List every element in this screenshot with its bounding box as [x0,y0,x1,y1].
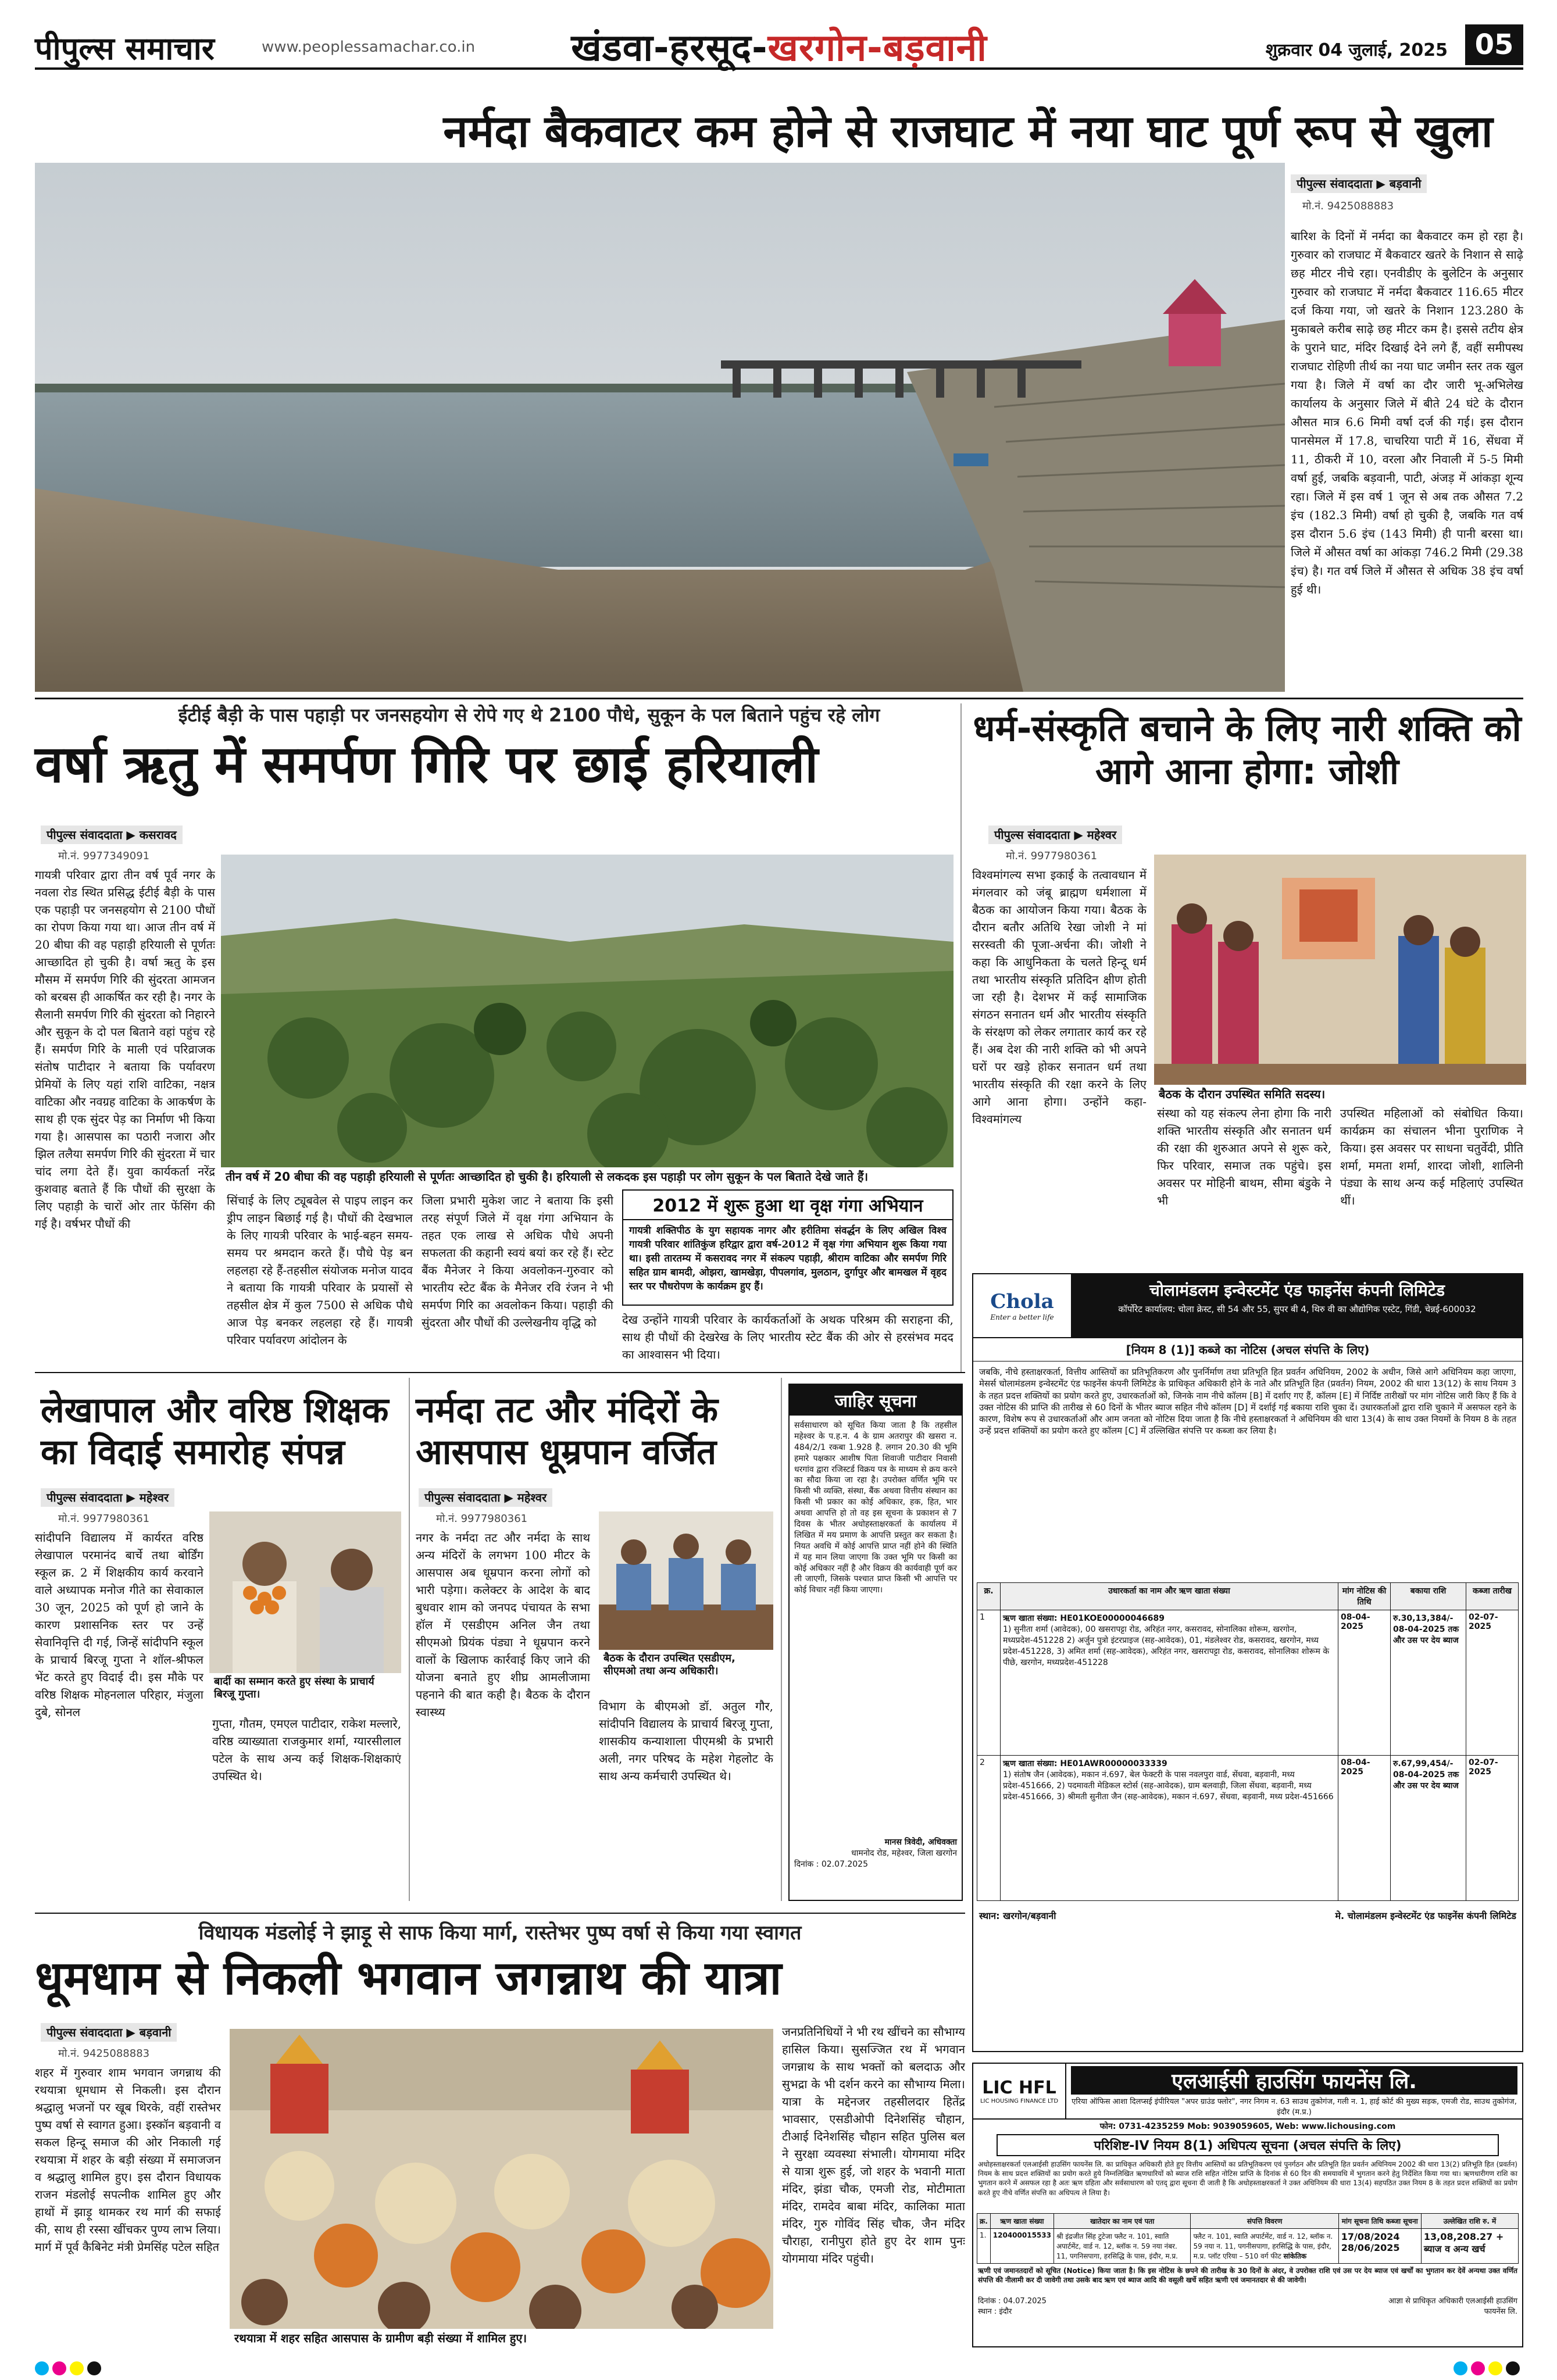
lic-sign: आज्ञा से प्राधिकृत अधिकारी एलआईसी हाउसिंग फायनेंस लि. [1388,2297,1517,2316]
green-hill-photo [221,855,954,1168]
lead-byline: पीपुल्स संवाददाता ▶ बड़वानी [1291,174,1427,193]
narmada-tat-photo [599,1511,773,1651]
registration-mark [1471,2361,1485,2375]
vidhayak-banner: विधायक मंडलोई ने झाड़ू से साफ किया मार्ग, रास्तेभर पुष्प वर्षा से किया गया स्वागत [198,1921,802,1945]
lic-date: दिनांक : 04.07.2025 [978,2297,1047,2306]
lic-th-no: क्र. [977,2214,991,2229]
page-header [35,17,1523,70]
lic-footer: ऋणी एवं जमानतदारों को सूचित (Notice) किया जाता है। कि इस नोटिस के छपने की तारीख के 30 दिनों के अंदर, वे उपरोक्त राशि एवं उस पर देय ब्याज एवं खर्चों का भुगतान कर देवें अन्यथा उक्त वर्णित संपत्ति की नीलामी कर दी जावेगी तथा उसके बाद ऋण एवं ब्याज आदि की वसूली खर्चे सहित ऋणी एवं जमानतदार से की जावेगी। [978,2267,1517,2285]
chola-place: स्थान: खरगोन/बड़वानी [979,1910,1056,1921]
lead-headline: नर्मदा बैकवाटर कम होने से राजघाट में नया घाट पूर्ण रूप से खुला [443,105,1493,157]
chola-row-loan: ऋण खाता संख्या: HE01AWR00000033339 [1003,1759,1167,1768]
lead-body: बारिश के दिनों में नर्मदा का बैकवाटर कम हो रहा है। गुरुवार को राजघाट में बैकवाटर खतरे के निशान से साढ़े छह मीटर नीचे रहा। एनवीडीए के बुलेटिन के अनुसार गुरुवार को राजघाट में नर्मदा बैकवाटर 116.65 मीटर दर्ज किया गया, जो खतरे के निशान 123.280 के मुकाबले करीब साढ़े छह मीटर कम है। इससे तटीय क्षेत्र के पुराने घाट, मंदिर दिखाई देने लगे हैं, वहीं समीपस्थ राजघाट रोहिणी तीर्थ का नया घाट जमीन स्तर तक खुल गया है। जिले में वर्षा का दौर जारी भू-अभिलेख कार्यालय के अनुसार जिले में बीते 24 घंटे के दौरान औसत मात्र 6.6 मिमी वर्षा दर्ज की गई। इस दौरान पानसेमल में 17.8, चाचरिया पाटी में 16, सेंधवा में 11, ठीकरी में 10, वरला और निवाली में 5-5 मिमी वर्षा हुई, जबकि बड़वानी, पाटी, अंजड़ में आंकड़ा शून्य रहा। जिले में इस वर्ष 1 जून से अब तक औसत 7.2 इंच (182.3 मिमी) वर्षा हो चुकी है, जबकि गत वर्ष इस दौरान 5.6 इंच (143 मिमी) ही पानी बरसा था। जिले में औसत वर्षा का आंकड़ा 746.2 मिमी (29.38 इंच) है। गत वर्ष जिले में औसत से अधिक 38 इंच वर्षा हुई थी। [1291,229,1523,596]
chola-th-amount: बकाया राशि [1391,1583,1466,1610]
narmada-tat-headline: नर्मदा तट और मंदिरों के आसपास धूम्रपान वर्जित [416,1390,718,1473]
jahir-title: जाहिर सूचना [790,1385,962,1416]
lic-title: एलआईसी हाउसिंग फायनेंस लि. [1071,2066,1517,2095]
chola-row-demand: 08-04-2025 [1338,1610,1391,1756]
lic-th-dates: मांग सूचना तिथि कब्जा सूचना [1338,2214,1421,2229]
chola-logo [973,1274,1072,1337]
jagannath-photo [230,2029,773,2331]
lic-row-dates: 17/08/2024 28/06/2025 [1338,2229,1421,2264]
samarpan-byline: पीपुल्स संवाददाता ▶ कसरावद [41,826,183,844]
chola-row-possession: 02-07-2025 [1466,1756,1519,1901]
narmada-tat-col1: नगर के नर्मदा तट और नर्मदा के साथ अन्य मंदिरों के लगभग 100 मीटर के आसपास अब धूम्रपान करना लोगों को भारी पड़ेगा। कलेक्टर के आदेश के बाद बुधवार शाम को जनपद पंचायत के सभा हॉल में एसडीएम अनिल जैन तथा सीएमओ प्रियंक पंड्या ने धूम्रपान करने वालों के खिलाफ कार्रवाई किए जाने की योजना बनाते हुए शीघ्र आमलीजामा पहनाने की बात कही है। बैठक के दौरान स्वास्थ्य [416,1531,590,1719]
chola-notice-body: जबकि, नीचे हस्ताक्षरकर्ता, वित्तीय आस्तियों का प्रतिभूतिकरण और पुनर्निर्माण तथा प्रतिभूति हित प्रवर्तन अधिनियम, 2002 के अधीन, जिसे आगे अधिनियम कहा जाएगा, मेसर्स चोलामंडलम इन्वेस्टमेंट एंड फाइनेंस कंपनी लिमिटेड के प्राधिकृत अधिकारी होने के नाते और प्रतिभूति हित (प्रवर्तन) नियम, 2002 की धारा 13(12) के साथ नियम 3 के तहत प्रदत्त शक्तियों का प्रयोग करते हुए, उधारकर्ताओं को, जिनके नाम नीचे कॉलम [B] में दर्शाए गए हैं, कॉलम [E] में निर्दिष्ट तारीखों पर मांग नोटिस जारी किए हैं कि वे उक्त नोटिस की प्राप्ति की तारीख से 60 दिनों के भीतर ब्याज सहित नीचे कॉलम [D] में दर्शाई गई बकाया राशि चुका दें। उधारकर्ताओं द्वारा राशि चुकाने में असफल रहने के कारण, विशेष रूप से उधारकर्ताओं और आम जनता को नोटिस दिया जाता है कि नीचे हस्ताक्षरकर्ता ने अधिनियम की धारा 13(4) के साथ उक्त नियमों के नियम 8 के तहत उन्हें प्रदत्त शक्तियों का प्रयोग करते हुए कॉलम [C] में उल्लिखित संपत्ति पर कब्जा कर लिया है। [979,1367,1516,1436]
chola-th-possession: कब्जा तारीख [1466,1583,1519,1610]
lic-logo [973,2064,1066,2118]
registration-mark [87,2361,101,2375]
chola-row-amount: रु.67,99,454/- 08-04-2025 तक और उस पर देय ब्याज [1391,1756,1466,1901]
dharm-headline: धर्म-संस्कृति बचाने के लिए नारी शक्ति को आगे आना होगा: जोशी [973,707,1522,793]
lic-th-amount: उल्लेखित राशि रु. में [1421,2214,1518,2229]
page-number: 05 [1465,24,1523,65]
lic-th-account: ऋण खाता संख्या [990,2214,1054,2229]
dharm-col3: उपस्थित महिलाओं को संबोधित किया। कार्यक्रम का संचालन भीना पुराणिक ने किया। इस अवसर पर साधना चतुर्वेदी, प्रीति शर्मा, ममता शर्मा, शारदा जोशी, शालिनी पंड्या के साथ अन्य कई महिलाएं उपस्थित थीं। [1340,1106,1523,1207]
rath-yatra-photo [230,2029,773,2331]
section-title-a: खंडवा-हरसूद- [571,27,768,70]
registration-mark [35,2361,49,2375]
jahir-date: दिनांक : 02.07.2025 [794,1860,868,1869]
divider [35,1913,965,1914]
chola-row-no: 2 [977,1756,1001,1901]
narmada-tat-col2: विभाग के बीएमओ डॉ. अतुल गौर, सांदीपनि विद्यालय के प्राचार्य बिरजू गुप्ता, शासकीय कन्याशाला पीएमश्री के प्रभारी अली, नगर परिषद के महेश गेहलोट के साथ अन्य कर्मचारी उपस्थित थे। [599,1699,773,1783]
samarpan-photo [221,855,954,1168]
chola-company: चोलामंडलम इन्वेस्टमेंट एंड फाइनेंस कंपनी लिमिटेड [1149,1281,1445,1300]
chola-row-possession: 02-07-2025 [1466,1610,1519,1756]
chola-address: कॉर्पोरेट कार्यालय: चोला क्रेस्ट, सी 54 और 55, सुपर बी 4, थिरु वी का औद्योगिक एस्टेट, गिंडी, चेन्नई-600032 [1118,1304,1476,1314]
lekhapal-caption: बार्दी का सम्मान करते हुए संस्था के प्राचार्य बिरजू गुप्ता। [209,1673,401,1703]
lic-table [977,2213,1519,2264]
lekhapal-col2: गुप्ता, गौतम, एमएल पाटीदार, राकेश मल्लारे, वरिष्ठ व्याख्याता राजकुमार शर्मा, ग्यारसीलाल पटेल के साथ अन्य कई शिक्षक-शिक्षकाएं उपस्थित थे। [212,1717,401,1783]
chola-signoff: मे. चोलामंडलम इन्वेस्टमेंट एंड फाइनेंस कंपनी लिमिटेड [1335,1910,1516,1921]
chola-tagline: Enter a better life [990,1313,1054,1321]
divider [35,698,1523,699]
jagannath-byline: पीपुल्स संवाददाता ▶ बड़वानी [41,2023,177,2042]
jahir-name: मानस त्रिवेदी, अधिवक्ता [884,1838,957,1847]
issue-date: शुक्रवार 04 जुलाई, 2025 [1265,40,1448,60]
samarpan-headline: वर्षा ऋतु में समर्पण गिरि पर छाई हरियाली [35,734,819,794]
lic-phone: फोन: 0731-4235259 Mob: 9039059605, Web: www.lichousing.com [1099,2122,1396,2131]
dharm-photo [1154,855,1526,1087]
river-ghat-photo [35,163,1285,692]
chola-row-names: 1) सुनीता शर्मा (आवेदक), 00 खसरापट्टा रोड, अरिहंत नगर, कसरावद, सोनालिका शोरूम, खरगोन, मध्यप्रदेश-451228 2) अर्जुन पुत्रो इंटरप्राइज (सह-आवेदक), 01, मंडलेश्वर रोड, कसरावद, खरगोन, मध्य प्रदेश-451228, 3) अमित शर्मा (सह-आवेदक), अरिहंत नगर, खसरापट्टा रोड, कसरावद, सोनालिका शोरूम के पीछे, खरगोन, मध्यप्रदेश-451228 [1003,1625,1330,1667]
masthead: पीपुल्स समाचार [35,30,215,67]
table-row [977,1756,1519,1901]
samarpan-col2: सिंचाई के लिए ट्यूबवेल से पाइप लाइन कर ड्रीप लाइन बिछाई गई है। पौधों की देखभाल के लिए गायत्री परिवार के भाई-बहन समय-समय पर श्रमदान करते हैं। पौधे पेड़ बन लहलहा रहे हैं-तहसील संयोजक मनोज यादव ने बताया कि गायत्री परिवार के प्रयासों से तहसील क्षेत्र में कुल 7500 से अधिक पौधे आज पेड़ बनकर लहलहा रहे हैं। गायत्री परिवार पर्यावरण आंदोलन के [227,1193,413,1347]
lic-th-property: संपत्ति विवरण [1191,2214,1338,2229]
chola-row-no: 1 [977,1610,1001,1756]
chola-logo-text: Chola [990,1290,1054,1313]
jagannath-col1: शहर में गुरुवार शाम भगवान जगन्नाथ की रथयात्रा धूमधाम से निकली। इस दौरान श्रद्धालु भजनों पर खूब थिरके, वहीं रास्तेभर पुष्प वर्षा से स्वागत हुआ। इस्कॉन बड़वानी व सकल हिन्दू समाज की ओर निकाली गई रथयात्रा में शहर के बड़ी संख्या में समाजजन व श्रद्धालु शामिल हुए। इस दौरान विधायक राजन मंडलोई सपत्नीक शामिल हुए और हाथों में झाड़ू थामकर रथ मार्ग की सफाई की, साथ ही रस्सा खींचकर पुण्य लाभ लिया। मार्ग में पूर्व कैबिनेट मंत्री प्रेमसिंह पटेल सहित [35,2065,221,2254]
meeting-photo [1154,855,1526,1087]
section-title-b: खरगोन-बड़वानी [767,27,987,70]
narmada-tat-caption: बैठक के दौरान उपस्थित एसडीएम, सीएमओ तथा अन्य अधिकारी। [599,1650,773,1679]
lekhapal-headline: लेखापाल और वरिष्ठ शिक्षक का विदाई समारोह संपन्न [41,1390,389,1473]
divider [35,1372,965,1373]
jagannath-col2: जनप्रतिनिधियों ने भी रथ खींचने का सौभाग्य हासिल किया। सुसज्जित रथ में भगवान जगन्नाथ के साथ भक्तों को बलदाऊ और सुभद्रा के भी दर्शन करने का सौभाग्य मिला। यात्रा के मद्देनजर तहसीलदार हितेंद्र भावसार, एसडीओपी दिनेशसिंह चौहान, टीआई दिनेशसिंह चौहान सहित पुलिस बल ने सुरक्षा व्यवस्था संभाली। योगमाया मंदिर से यात्रा शुरू हुई, जो शहर के भवानी माता मंदिर, झंडा चौक, एमजी रोड, मोटीमाता मंदिर, रामदेव बाबा मंदिर, कालिका माता मंदिर, गुरु गोविंद सिंह चौक, जैन मंदिर चौराहा, रानीपुरा होते हुए देर शाम पुनः योगमाया मंदिर पहुंची। [782,2025,965,2265]
lic-row-property: फ्लैट न. 101, स्वाति अपार्टमेंट, वार्ड न. 12, ब्लॉक न. 59 नया न. 11, पगनीसपागा, हरसिद्धि के पास, इंदौर, म.प्र. प्लॉट एरिया – 510 वर्ग फीट [1193,2232,1333,2260]
chola-table [977,1582,1519,1901]
lic-address: एरिया ऑफिस आशा दिलप्सई इंपीरियल "अपर ग्राउंड फ्लोर", नगर निगम न. 63 साउथ तुकोगंज, गली न. 1, हाई कोर्ट की मुख्य सड़क, एमजी रोड, साउथ तुकोगंज, इंदौर (म.प्र.) [1072,2097,1517,2117]
samarpan-col4: देख उन्होंने गायत्री परिवार के कार्यकर्ताओं के अथक परिश्रम की सराहना की, साथ ही पौधों की देखरेख के लिए भारतीय स्टेट बैंक की ओर से हरसंभव मदद का आश्वासन भी दिया। [622,1313,954,1361]
samarpan-col3: जिला प्रभारी मुकेश जाट ने बताया कि इसी तरह संपूर्ण जिले में वृक्ष गंगा अभियान के तहत एक लाख से अधिक पौधे अपनी सफलता की कहानी स्वयं बयां कर रहे हैं। स्टेट बैंक मैनेजर ने किया अवलोकन-गुरुवार को भारतीय स्टेट बैंक के मैनेजर रवि रंजन ने भी समर्पण गिरि का अवलोकन किया। पहाड़ी की सुंदरता और पौधों की उल्लेखनीय वृद्धि को [422,1193,613,1330]
samarpan-col1: गायत्री परिवार द्वारा तीन वर्ष पूर्व नगर के नवला रोड स्थित प्रसिद्ध ईटीई बैड़ी के पास एक पहाड़ी पर जनसहयोग से 2100 पौधों का रोपण किया गया था। आज तीन वर्ष में 20 बीघा की वह पहाड़ी हरियाली से पूर्णतः आच्छादित हो चुकी है। वर्षा ऋतु के इस मौसम में समर्पण गिरि की सुंदरता आमजन को बरबस ही आकर्षित कर रही है। नगर के सैलानी समर्पण गिरि की सुंदरता को निहारने और सुकून के दो पल बिताने वहां पहुंच रहे हैं। समर्पण गिरि के माली एवं परिव्राजक संतोष पाटीदार ने बताया कि पर्यावरण प्रेमियों के लिए यहां राशि वाटिका, नक्षत्र वाटिका और नवग्रह वाटिका के आकर्षण के साथ ही एक सुंदर पेड़ का निर्माण भी किया गया है। आसपास का पठारी नजारा और झिल तलैया समर्पण गिरि की सुंदरता में चार चांद लगा देते हैं। युवा कार्यकर्ता नरेंद्र कुशवाह बताते हैं कि पौधों की सुरक्षा के लिए पहाड़ी के चारों ओर तार फेंसिंग की गई है। वर्षभर पौधों की [35,868,215,1231]
divider [960,703,962,1372]
jagannath-headline: धूमधाम से निकली भगवान जगन्नाथ की यात्रा [35,1951,782,2005]
dharm-col1: विश्वमांगल्य सभा इकाई के तत्वावधान में मंगलवार को जंबू ब्राह्मण धर्मशाला में बैठक का आयोजन किया गया। बैठक के दौरान बतौर अतिथि रेखा जोशी ने मां सरस्वती की पूजा-अर्चना की। जोशी ने कहा कि आधुनिकता के चलते हिन्दू धर्म तथा भारतीय संस्कृति प्रतिदिन क्षीण होती जा रही है। देशभर में कई सामाजिक संगठन सनातन धर्म और भारतीय संस्कृति के संरक्षण को लेकर लगातार कार्य कर रहे हैं। अब देश की नारी शक्ति को भी अपने घरों पर खड़े होकर सनातन धर्म तथा भारतीय संस्कृति की रक्षा करने के लिए आगे आना होगा। उन्होंने कहा- विश्वमांगल्य [972,868,1147,1126]
lic-row-name: श्री इंद्रजीत सिंह टुटेजा फ्लैट न. 101, स्वाति अपार्टमेंट, वार्ड न. 12, ब्लॉक न. 59 नया नंबर. 11, पगनिसपागा, हरसिद्धि के पास, इंदौर, म.प्र. [1054,2229,1191,2264]
lic-logo-sub: LIC HOUSING FINANCE LTD [980,2098,1059,2104]
chola-th-demand: मांग नोटिस की तिथि [1338,1583,1391,1610]
lic-notice-body: अधोहस्ताक्षरकर्ता एलआईसी हाउसिंग फायनेंस लि. का प्राधिकृत अधिकारी होते हुए वित्तीय आस्तियों का प्रतिभूतिकरण एवं पुनर्गठन और प्रतिभूति हित प्रवर्तन अधिनियम 2002 की धारा 13(2) प्रतिभूति हित (प्रवर्तन) नियम के साथ प्रदत्त शक्तियों का प्रयोग करते हुये निम्नलिखित ऋणधारियों को ब्याज राशि सहित नोटिस प्राप्ति के दिनांक से 60 दिन की समयावधि में भुगतान करने हेतु निर्देशित किया गया था। ऋणधारीगण राशि का भुगतान करने में असफल रहा है अतः ऋण ग्रहिता और सर्वसाधारण को एतद् द्वारा सूचना दी जाती है कि अधोहस्ताक्षरकर्ता ने उक्त अधिनियम की धारा 13(4) सहपठित उक्त नियम 8 के तहत प्रदत्त शक्तियों का प्रयोग करते हुए नीचे वर्णित संपत्ति का अधिपत्य ले लिया है। [978,2160,1517,2197]
table-row [977,2229,1519,2264]
dharm-byline: पीपुल्स संवाददाता ▶ महेश्वर [988,826,1122,844]
registration-mark [1454,2361,1467,2375]
table-row [977,1610,1519,1756]
jahir-address: धामनोद रोड, महेश्वर, जिला खरगोन [851,1849,957,1858]
samarpan-mobile: मो.नं. 9977349091 [58,850,150,862]
dharm-col2: संस्था को यह संकल्प लेना होगा कि नारी शक्ति भारतीय संस्कृति और सनातन धर्म की रक्षा की शुरुआत अपने से शुरू करे, फिर परिवार, समाज तक पहुंचे। इस अवसर पर मोहिनी बाथम, सीमा बंडुके ने भी [1157,1106,1331,1207]
registration-mark [1506,2361,1520,2375]
registration-mark [52,2361,66,2375]
chola-row-loan: ऋण खाता संख्या: HE01KOE00000046689 [1003,1614,1165,1623]
lead-photo [35,163,1285,692]
jagannath-mobile: मो.नं. 9425088883 [58,2047,150,2060]
lic-notice-box [972,2063,1523,2347]
felicitation-photo [209,1511,401,1674]
chola-th-borrower: उधारकर्ता का नाम और ऋण खाता संख्या [1001,1583,1338,1610]
narmada-tat-byline: पीपुल्स संवाददाता ▶ महेश्वर [419,1488,552,1507]
chola-notice [972,1273,1523,2052]
chola-row-amount: रु.30,13,384/- 08-04-2025 तक और उस पर देय ब्याज [1391,1610,1466,1756]
jahir-notice [788,1384,963,1901]
lekhapal-mobile: मो.नं. 9977980361 [58,1513,150,1525]
samarpan-box-text: गायत्री शक्तिपीठ के युग सहायक नागर और हरीतिमा संवर्द्धन के लिए अखिल विश्व गायत्री परिवार शांतिकुंज हरिद्वार द्वारा वर्ष-2012 में वृक्ष गंगा अभियान शुरू किया गया था। इसी तारतम्य में कसरावद नगर में संकल्प पहाड़ी, श्रीराम वाटिका और समर्पण गिरि सहित ग्राम बामदी, ओझरा, खामखेड़ा, पीपलगांव, मुलठान, दुर्गापुर और बामखल में वृहद स्तर पर पौधरोपण के कार्यक्रम हुए हैं। [629,1225,947,1292]
lic-row-no: 1. [977,2229,991,2264]
registration-mark [1488,2361,1502,2375]
dharm-caption: बैठक के दौरान उपस्थित समिति सदस्य। [1154,1085,1526,1103]
lekhapal-col1: सांदीपनि विद्यालय में कार्यरत वरिष्ठ लेखापाल परमानंद बार्चे तथा बोर्डिंग स्कूल क्र. 2 में शिक्षकीय कार्य करवाने वाले अध्यापक मनोज गीते का सेवाकाल 30 जून, 2025 को पूर्ण हो जाने के कारण प्रशासनिक स्तर पर उन्हें सेवानिवृत्ति दी गई, जिन्हें सांदीपनि स्कूल के प्राचार्य बिरजू गुप्ता ने शॉल-श्रीफल भेंट करते हुए विदाई दी। इस मौके पर वरिष्ठ शिक्षक मोहनलाल परिहार, मंजुला दुबे, सोनल [35,1531,203,1719]
divider [409,1378,410,1901]
chola-row-names: 1) संतोष जैन (आवेदक), मकान नं.697, बेल फेक्टरी के पास नवलपुरा वार्ड, सेंधवा, बड़वानी, मध्य प्रदेश-451666, 2) पदमावती मेडिकल स्टोर्स (सह-आवेदक), ग्राम बलवाड़ी, जिला सेंधवा, बड़वानी, मध्य प्रदेश-451666, 3) श्रीमती सुनीता जैन (सह-आवेदक), मकान नं.697, सेंधवा, बड़वानी, मध्य प्रदेश-451666 [1003,1770,1334,1802]
lic-logo-text: LIC HFL [982,2078,1056,2098]
lic-row-amount: 13,08,208.27 + ब्याज व अन्य खर्च [1421,2229,1518,2264]
chola-row-demand: 08-04-2025 [1338,1756,1391,1901]
lead-mobile: मो.नं. 9425088883 [1302,200,1394,212]
registration-mark [70,2361,84,2375]
lic-th-name: खातेदार का नाम एवं पता [1054,2214,1191,2229]
chola-th-no: क्र. [977,1583,1001,1610]
divider [781,1378,782,1901]
lekhapal-byline: पीपुल्स संवाददाता ▶ महेश्वर [41,1488,174,1507]
lic-row-account: 120400015533 [990,2229,1054,2264]
chola-notice-title: [नियम 8 (1)] कब्जे का नोटिस (अचल संपत्ति के लिए) [973,1338,1522,1361]
samarpan-box-title: 2012 में शुरू हुआ था वृक्ष गंगा अभियान [623,1191,952,1220]
samarpan-caption: तीन वर्ष में 20 बीघा की वह पहाड़ी हरियाली से पूर्णतः आच्छादित हो चुकी है। हरियाली से लकदक इस पहाड़ी पर लोग सुकून के पल बिताते देखे जाते हैं। [221,1167,954,1186]
samarpan-info-box [622,1189,954,1306]
narmada-tat-mobile: मो.नं. 9977980361 [436,1513,528,1525]
lic-place: स्थान : इंदौर [978,2307,1012,2316]
lekhapal-photo [209,1511,401,1674]
jagannath-caption: रथयात्रा में शहर सहित आसपास के ग्रामीण बड़ी संख्या में शामिल हुए। [230,2329,773,2347]
samarpan-kicker: ईटीई बैड़ी के पास पहाड़ी पर जनसहयोग से रोपे गए थे 2100 पौधे, सुकून के पल बिताने पहुंच रहे लोग [178,704,880,726]
lic-row-symbolic: सांकेतिक [1283,2252,1307,2260]
officials-meeting-photo [599,1511,773,1651]
lic-notice-title: परिशिष्ट-IV नियम 8(1) अधिपत्य सूचना (अचल संपत्ति के लिए) [997,2134,1499,2156]
jahir-body: सर्वसाधारण को सूचित किया जाता है कि तहसील महेश्वर के प.ह.न. 4 के ग्राम अतरापुर की खसरा न. 484/2/1 रकबा 1.928 है. लगान 20.30 की भूमि हमारे पक्षकार आशीष पिता शिवाजी पाटीदार निवासी धरगांव द्वारा रजिस्टर्ड विक्रय पत्र के माध्यम से क्रय करने का सौदा किया जा रहा है। उपरोक्त वर्णित भूमि पर किसी भी व्यक्ति, संस्था, बैंक अथवा वित्तीय संस्थान का किसी भी प्रकार का कोई अधिकार, हक, हित, भार अथवा आपत्ति हो तो वह इस सूचना के प्रकाशन से 7 दिवस के भीतर अधोहस्ताक्षरकर्ता के कार्यालय में लिखित में मय प्रमाण के आपत्ति प्रस्तुत कर सकता है। नियत अवधि में कोई आपत्ति प्राप्त नहीं होने की स्थिति में यह मान लिया जाएगा कि उक्त भूमि पर किसी का कोई अधिकार नहीं है और विक्रय की कार्यवाही पूर्ण कर ली जाएगी, जिसके पश्चात प्राप्त किसी भी आपत्ति पर कोई विचार नहीं किया जाएगा। [794,1421,957,1595]
dharm-mobile: मो.नं. 9977980361 [1006,850,1098,862]
website[interactable]: www.peoplessamachar.co.in [262,38,476,56]
